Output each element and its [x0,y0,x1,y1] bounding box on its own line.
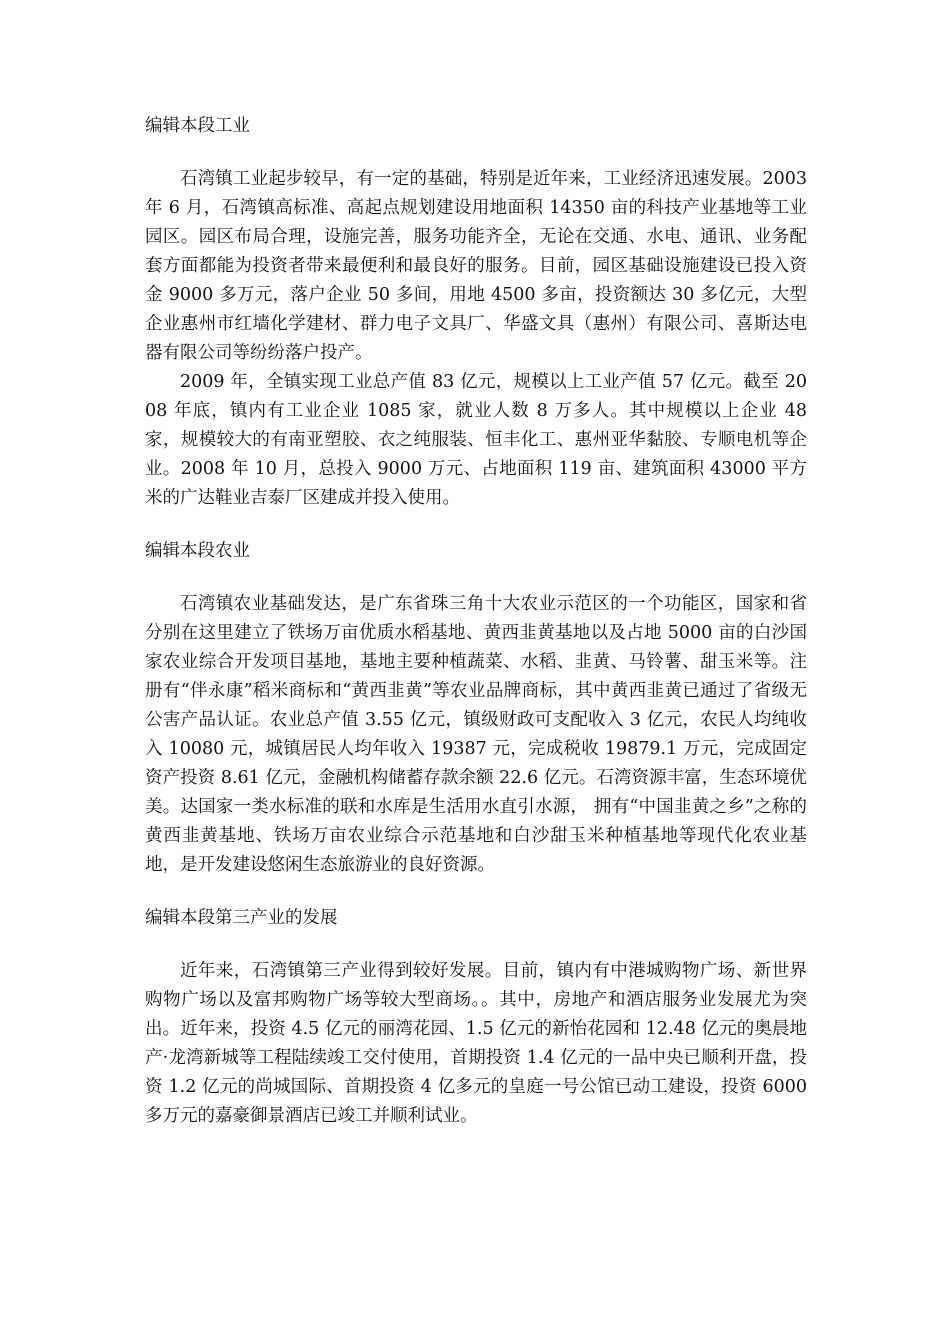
section-industry [145,112,807,513]
section-heading: 编辑本段工业 [145,116,250,136]
document-page [145,112,807,1155]
section-heading: 编辑本段第三产业的发展 [145,908,338,928]
paragraph: 2009 年，全镇实现工业总产值 83 亿元，规模以上工业产值 57 亿元。截至 2008 年底，镇内有工业企业 1085 家，就业人数 8 万多人。其中规模以上企业 48 家，规模较大的有南亚塑胶、衣之纯服装、恒丰化工、惠州亚华黏胶、专顺电机等企业。2008 年 10 月，总投入 9000 万元、占地面积 119 亩、建筑面积 43000 平方米的广达鞋业吉泰厂区建成并投入使用。 [145,372,807,508]
section-tertiary-industry [145,904,807,1131]
section-agriculture [145,537,807,880]
paragraph: 近年来，石湾镇第三产业得到较好发展。目前，镇内有中港城购物广场、新世界购物广场以及富邦购物广场等较大型商场。。其中，房地产和酒店服务业发展尤为突出。近年来，投资 4.5 亿元的丽湾花园、1.5 亿元的新怡花园和 12.48 亿元的奥晨地产·龙湾新城等工程陆续竣工交付使用，首期投资 1.4 亿元的一品中央已顺利开盘，投资 1.2 亿元的尚城国际、首期投资 4 亿多元的皇庭一号公馆已动工建设，投资 6000 多万元的嘉豪御景酒店已竣工并顺利试业。 [145,961,807,1126]
paragraph: 石湾镇农业基础发达，是广东省珠三角十大农业示范区的一个功能区，国家和省分别在这里建立了铁场万亩优质水稻基地、黄西韭黄基地以及占地 5000 亩的白沙国家农业综合开发项目基地，基地主要种植蔬菜、水稻、韭黄、马铃薯、甜玉米等。注册有“伴永康”稻米商标和“黄西韭黄”等农业品牌商标，其中黄西韭黄已通过了省级无公害产品认证。农业总产值 3.55 亿元，镇级财政可支配收入 3 亿元，农民人均纯收入 10080 元，城镇居民人均年收入 19387 元，完成税收 19879.1 万元，完成固定资产投资 8.61 亿元，金融机构储蓄存款余额 22.6 亿元。石湾资源丰富，生态环境优美。达国家一类水标准的联和水库是生活用水直引水源， 拥有“中国韭黄之乡”之称的黄西韭黄基地、铁场万亩农业综合示范基地和白沙甜玉米种植基地等现代化农业基地，是开发建设悠闲生态旅游业的良好资源。 [145,594,807,875]
section-heading: 编辑本段农业 [145,541,250,561]
paragraph: 石湾镇工业起步较早，有一定的基础，特别是近年来，工业经济迅速发展。2003 年 6 月，石湾镇高标准、高起点规划建设用地面积 14350 亩的科技产业基地等工业园区。园区布局合理，设施完善，服务功能齐全，无论在交通、水电、通讯、业务配套方面都能为投资者带来最便利和最良好的服务。目前，园区基础设施建设已投入资金 9000 多万元，落户企业 50 多间，用地 4500 多亩，投资额达 30 多亿元，大型企业惠州市红墙化学建材、群力电子文具厂、华盛文具（惠州）有限公司、喜斯达电器有限公司等纷纷落户投产。 [145,169,807,363]
